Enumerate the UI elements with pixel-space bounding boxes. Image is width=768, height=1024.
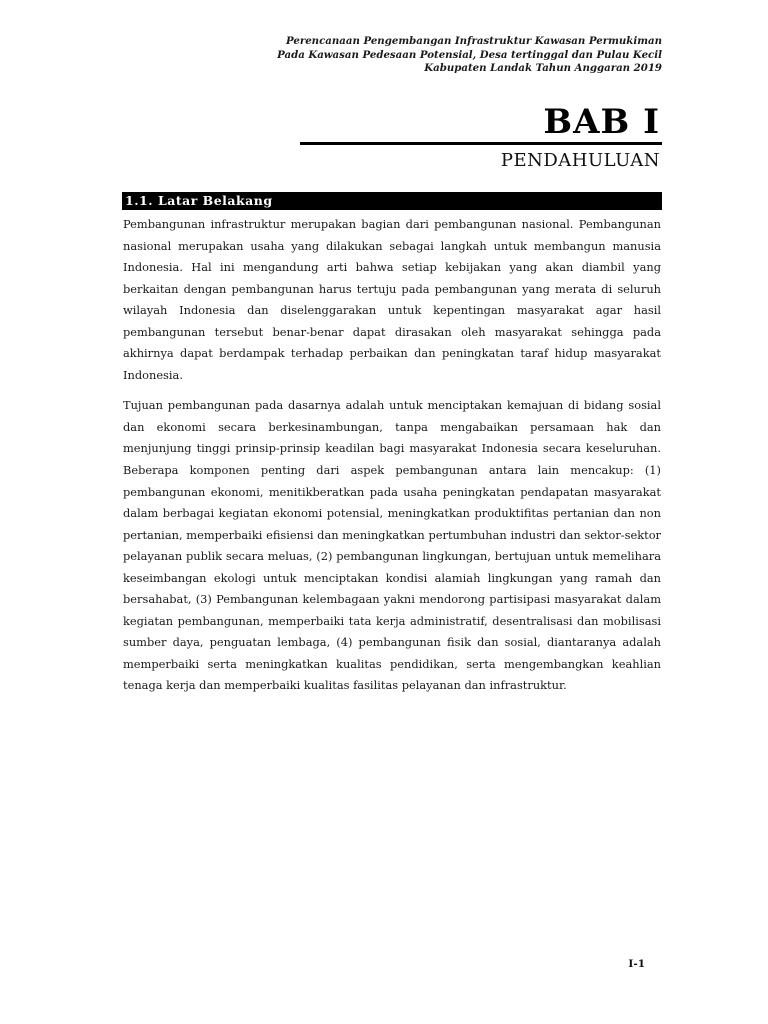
page-number: I-1 <box>628 958 645 970</box>
chapter-heading <box>300 104 662 173</box>
running-header-line: Perencanaan Pengembangan Infrastruktur Kawasan Permukiman <box>285 35 662 47</box>
body-text <box>123 214 661 697</box>
running-header-line: Pada Kawasan Pedesaan Potensial, Desa tertinggal dan Pulau Kecil <box>277 48 662 61</box>
running-header <box>142 35 662 76</box>
chapter-title: PENDAHULUAN <box>500 150 660 171</box>
running-header-line: Kabupaten Landak Tahun Anggaran 2019 <box>424 62 662 74</box>
chapter-divider <box>300 142 662 145</box>
paragraph: Tujuan pembangunan pada dasarnya adalah untuk menciptakan kemajuan di bidang sosial dan ekonomi secara berkesinambungan, tanpa mengabaikan persamaan hak dan menjunjung tinggi prinsip-prinsip keadilan bagi masyarakat Indonesia secara keseluruhan. Beberapa komponen penting dari aspek pembangunan antara lain mencakup: (1) pembangunan ekonomi, menitikberatkan pada usaha peningkatan pendapatan masyarakat dalam berbagai kegiatan ekonomi potensial, meningkatkan produktifitas pertanian dan non pertanian, memperbaiki efisiensi dan meningkatkan pertumbuhan industri dan sektor-sektor pelayanan publik secara meluas, (2) pembangunan lingkungan, bertujuan untuk memelihara keseimbangan ekologi untuk menciptakan kondisi alamiah lingkungan yang ramah dan bersahabat, (3) Pembangunan kelembagaan yakni mendorong partisipasi masyarakat dalam kegiatan pembangunan, memperbaiki tata kerja administratif, desentralisasi dan mobilisasi sumber daya, penguatan lembaga, (4) pembangunan fisik dan sosial, diantaranya adalah memperbaiki serta meningkatkan kualitas pendidikan, serta mengembangkan keahlian tenaga kerja dan memperbaiki kualitas fasilitas pelayanan dan infrastruktur. <box>123 398 661 693</box>
chapter-number: BAB I <box>543 102 660 142</box>
paragraph: Pembangunan infrastruktur merupakan bagian dari pembangunan nasional. Pembangunan nasional merupakan usaha yang dilakukan sebagai langkah untuk membangun manusia Indonesia. Hal ini mengandung arti bahwa setiap kebijakan yang akan diambil yang berkaitan dengan pembangunan harus tertuju pada pembangunan yang merata di seluruh wilayah Indonesia dan diselenggarakan untuk kepentingan masyarakat agar hasil pembangunan tersebut benar-benar dapat dirasakan oleh masyarakat sehingga pada akhirnya dapat berdampak terhadap perbaikan dan peningkatan taraf hidup masyarakat Indonesia. <box>123 217 661 382</box>
section-heading: 1.1. Latar Belakang <box>122 192 662 210</box>
